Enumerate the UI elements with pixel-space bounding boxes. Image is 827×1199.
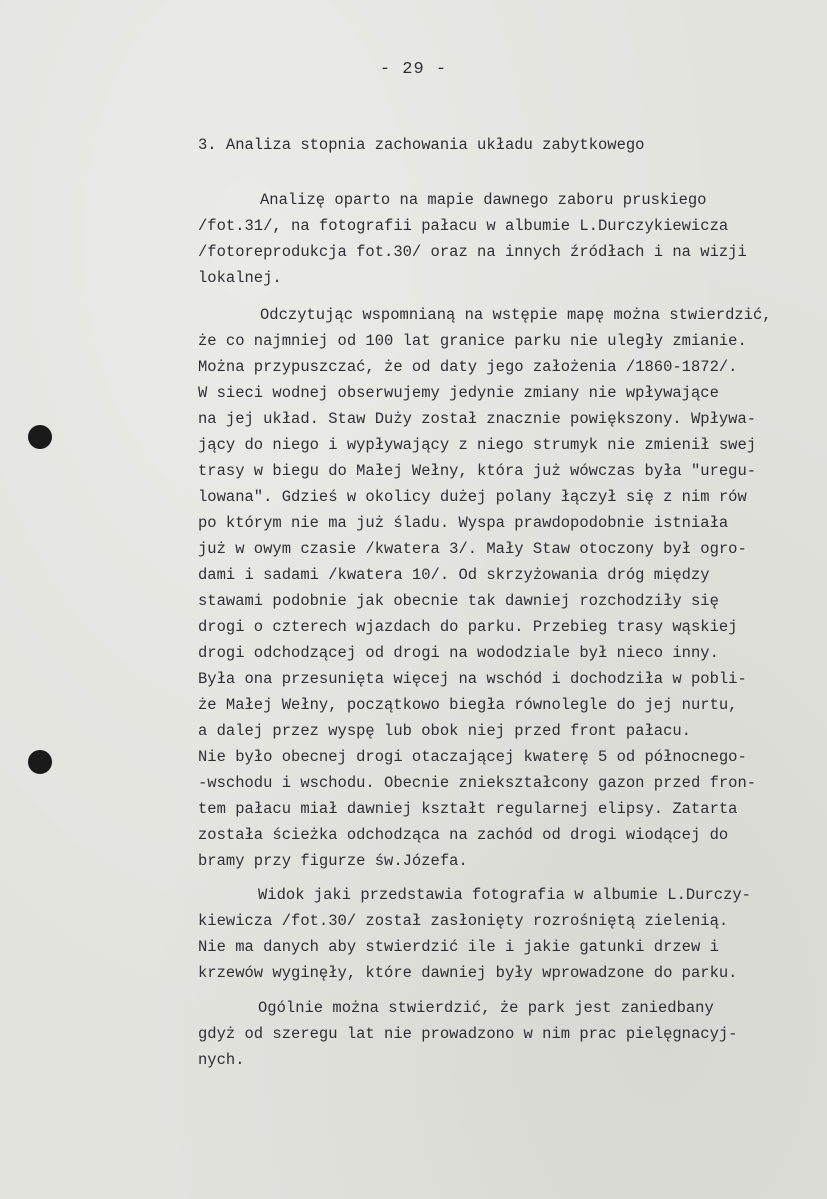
paragraph-2-line-17: a dalej przez wyspę lub obok niej przed front pałacu.: [198, 722, 691, 740]
paragraph-2-line-16: że Małej Wełny, początkowo biegła równolegle do jej nurtu,: [198, 696, 738, 714]
punch-hole-top: [28, 425, 52, 449]
paragraph-1-line-1: Analizę oparto na mapie dawnego zaboru pruskiego: [260, 191, 707, 209]
page-number: - 29 -: [379, 60, 448, 79]
paragraph-3-line-3: Nie ma danych aby stwierdzić ile i jakie gatunki drzew i: [198, 938, 719, 956]
paragraph-1-line-4: lokalnej.: [198, 269, 282, 287]
paragraph-2-line-18: Nie było obecnej drogi otaczającej kwaterę 5 od północnego-: [198, 748, 747, 766]
paragraph-2-line-1: Odczytując wspomnianą na wstępie mapę można stwierdzić,: [260, 306, 772, 324]
paragraph-3-line-1: Widok jaki przedstawia fotografia w albumie L.Durczy-: [258, 886, 751, 904]
paragraph-2-line-6: jący do niego i wypływający z niego strumyk nie zmienił swej: [198, 436, 757, 454]
paragraph-4-line-2: gdyż od szeregu lat nie prowadzono w nim prac pielęgnacyj-: [198, 1025, 738, 1043]
paragraph-3-line-4: krzewów wyginęły, które dawniej były wprowadzone do parku.: [198, 964, 738, 982]
paragraph-2-line-22: bramy przy figurze św.Józefa.: [198, 852, 468, 870]
paragraph-2-line-12: stawami podobnie jak obecnie tak dawniej rozchodziły się: [198, 592, 719, 610]
paragraph-2-line-9: po którym nie ma już śladu. Wyspa prawdopodobnie istniała: [198, 514, 729, 532]
paragraph-4-line-1: Ogólnie można stwierdzić, że park jest zaniedbany: [258, 999, 714, 1017]
paragraph-3-line-2: kiewicza /fot.30/ został zasłonięty rozrośniętą zielenią.: [198, 912, 729, 930]
paragraph-2-line-10: już w owym czasie /kwatera 3/. Mały Staw otoczony był ogro-: [198, 540, 747, 558]
paragraph-2-line-3: Można przypuszczać, że od daty jego założenia /1860-1872/.: [198, 358, 738, 376]
paragraph-2-line-21: została ścieżka odchodząca na zachód od drogi wiodącej do: [198, 826, 729, 844]
paragraph-2-line-11: dami i sadami /kwatera 10/. Od skrzyżowania dróg między: [198, 566, 710, 584]
paragraph-2-line-8: lowana". Gdzieś w okolicy dużej polany łączył się z nim rów: [198, 488, 747, 506]
paragraph-2-line-15: Była ona przesunięta więcej na wschód i dochodziła w pobli-: [198, 670, 747, 688]
paragraph-2-line-7: trasy w biegu do Małej Wełny, która już wówczas była "uregu-: [198, 462, 757, 480]
punch-hole-bottom: [28, 750, 52, 774]
paragraph-1-line-3: /fotoreprodukcja fot.30/ oraz na innych źródłach i na wizji: [198, 243, 747, 261]
paragraph-2-line-4: W sieci wodnej obserwujemy jedynie zmiany nie wpływające: [198, 384, 719, 402]
section-heading: 3. Analiza stopnia zachowania układu zabytkowego: [198, 136, 645, 154]
paragraph-1-line-2: /fot.31/, na fotografii pałacu w albumie L.Durczykiewicza: [198, 217, 729, 235]
paragraph-2-line-19: -wschodu i wschodu. Obecnie zniekształcony gazon przed fron-: [198, 774, 757, 792]
paragraph-2-line-5: na jej układ. Staw Duży został znacznie powiększony. Wpływa-: [198, 410, 757, 428]
paragraph-2-line-14: drogi odchodzącej od drogi na wododziale był nieco inny.: [198, 644, 719, 662]
paragraph-2-line-13: drogi o czterech wjazdach do parku. Przebieg trasy wąskiej: [198, 618, 738, 636]
paragraph-2-line-20: tem pałacu miał dawniej kształt regularnej elipsy. Zatarta: [198, 800, 738, 818]
paragraph-4-line-3: nych.: [198, 1051, 245, 1069]
paragraph-2-line-2: że co najmniej od 100 lat granice parku nie uległy zmianie.: [198, 332, 747, 350]
